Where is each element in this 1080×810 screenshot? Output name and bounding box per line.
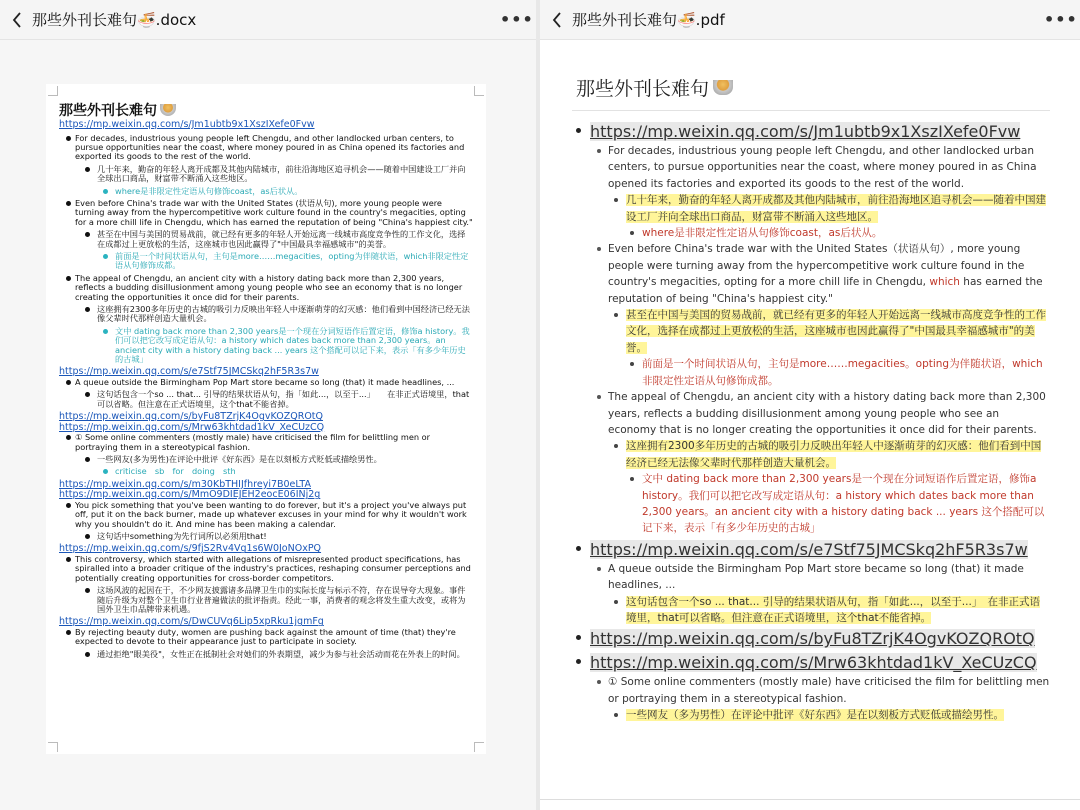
back-button[interactable] bbox=[548, 8, 566, 32]
noodle-bowl-icon bbox=[160, 104, 176, 116]
doc-translation: 这句话中something为先行词所以必须用that! bbox=[59, 532, 473, 541]
docx-filename: 那些外刊长难句🍜.docx bbox=[32, 11, 197, 29]
doc-translation: 这句话包含一个so ... that... 引导的结果状语从句，指「如此...，以至于...」 在非正式语境里，that可以省略。但注意在正式语境里，这个that不能省掉。 bbox=[59, 390, 473, 409]
doc-link[interactable]: https://mp.weixin.qq.com/s/Jm1ubtb9x1XszIXefe0Fvw bbox=[59, 119, 315, 130]
doc-paragraph: A queue outside the Birmingham Pop Mart store became so long (that) it made headlines, ... bbox=[572, 561, 1050, 594]
chevron-left-icon bbox=[12, 12, 22, 28]
doc-translation: 几十年来，勤奋的年轻人离开成都及其他内陆城市，前往沿海地区追寻机会——随着中国建设工厂并向全球出口商品，财富带不断涌入这些地区。 bbox=[572, 192, 1050, 225]
doc-translation: 一些网友(多为男性)在评论中批评《好东西》是在以刻板方式贬低或描绘男性。 bbox=[59, 455, 473, 464]
link-item bbox=[572, 539, 1050, 561]
doc-link[interactable]: https://mp.weixin.qq.com/s/e7Stf75JMCSkq2hF5R3s7w bbox=[590, 539, 1028, 559]
page-bottom-edge bbox=[540, 799, 1080, 800]
doc-translation: 通过拒绝"眼美役"，女性正在抵制社会对她们的外表期望，减少为参与社会活动而花在外表上的时间。 bbox=[59, 650, 473, 659]
doc-translation: 这座拥有2300多年历史的古城的吸引力反映出年轻人中逐渐萌芽的幻灭感：他们看到中国经济已经无法像父辈时代那样创造大量机会。 bbox=[59, 305, 473, 324]
doc-link[interactable]: https://mp.weixin.qq.com/s/byFu8TZrjK4OgvKOZQROtQ bbox=[59, 411, 324, 423]
doc-link[interactable]: https://mp.weixin.qq.com/s/e7Stf75JMCSkq2hF5R3s7w bbox=[59, 366, 319, 378]
docx-header bbox=[0, 0, 536, 40]
more-options-icon[interactable]: ••• bbox=[1044, 10, 1078, 29]
doc-paragraph: Even before China's trade war with the United States（状语从句）, more young people were turning away from the hypercompetitive work culture found in the country's megacities, opting for a more chill life in Chengdu, which has earned the reputation of being "China's happiest city." bbox=[572, 241, 1050, 307]
pdf-filename: 那些外刊长难句🍜.pdf bbox=[572, 11, 725, 29]
doc-link[interactable]: https://mp.weixin.qq.com/s/Mrw63khtdad1kV_XeCUzCQ bbox=[590, 653, 1037, 673]
docx-page[interactable] bbox=[46, 84, 486, 754]
doc-link[interactable]: https://mp.weixin.qq.com/s/m30KbTHIJfhreyi7B0eLTA bbox=[59, 478, 311, 490]
pdf-viewer bbox=[540, 0, 1080, 810]
pdf-page[interactable] bbox=[572, 48, 1050, 808]
doc-title: 那些外刊长难句 bbox=[59, 100, 473, 120]
doc-paragraph: A queue outside the Birmingham Pop Mart store became so long (that) it made headlines, ... bbox=[59, 378, 473, 387]
doc-link[interactable]: https://mp.weixin.qq.com/s/DwCUVq6Lip5xpRku1jgmFg bbox=[59, 616, 324, 628]
doc-paragraph: ① Some online commenters (mostly male) have criticised the film for belittling men or portraying them in a stereotypical fashion. bbox=[572, 674, 1050, 707]
doc-translation: 甚至在中国与美国的贸易战前，就已经有更多的年轻人开始远离一线城市高度竞争性的工作文化，选择在成都过上更放松的生活，这座城市也因此赢得了"中国最具幸福感城市"的美誉。 bbox=[572, 307, 1050, 356]
doc-translation: 这场风波的起因在于，不少网友披露诸多品牌卫生巾的实际长度与标示不符，存在误导夸大现象。事件随后升级为对整个卫生巾行业普遍做法的批评指责。经此一事，消费者的观念将发生重大改变，或将为国外卫生巾品牌带来机遇。 bbox=[59, 586, 473, 614]
doc-paragraph: For decades, industrious young people left Chengdu, and other landlocked urban centers, to pursue opportunities near the coast, where money poured in as China opened its factories and exported its goods to the rest of the world. bbox=[59, 134, 473, 162]
link-item bbox=[572, 121, 1050, 143]
doc-note: criticise sb for doing sth bbox=[59, 467, 473, 476]
doc-link[interactable]: https://mp.weixin.qq.com/s/MmO9DIEJEH2eocE06INj2g bbox=[59, 489, 321, 501]
doc-link[interactable]: https://mp.weixin.qq.com/s/byFu8TZrjK4OgvKOZQROtQ bbox=[590, 629, 1035, 649]
doc-translation: 几十年来，勤奋的年轻人离开成都及其他内陆城市，前往沿海地区追寻机会——随着中国建设工厂并向全球出口商品，财富带不断涌入这些地区。 bbox=[59, 165, 473, 184]
doc-note: 文中 dating back more than 2,300 years是一个现在分词短语作后置定语，修饰a history。我们可以把它改写成定语从句：a history which dates back more than 2,300 years。an ancient city with a history dating back ... years 这个搭配可以记下来，表示「有多少年历史的古城」 bbox=[572, 471, 1050, 537]
doc-note: 前面是一个时间状语从句，主句是more……megacities，opting为伴随状语，which非限定性定语从句修饰成都。 bbox=[59, 252, 473, 271]
doc-paragraph: The appeal of Chengdu, an ancient city with a history dating back more than 2,300 years, reflects a budding disillusionment among young people who see an economy that is no longer creating the opportunities it once did for their parents. bbox=[572, 389, 1050, 438]
doc-paragraph: The appeal of Chengdu, an ancient city with a history dating back more than 2,300 years, reflects a budding disillusionment among young people who see an economy that is no longer creating the opportunities it once did for their parents. bbox=[59, 274, 473, 302]
pdf-header bbox=[540, 0, 1080, 40]
doc-note: where是非限定性定语从句修饰coast，as后状从。 bbox=[59, 187, 473, 196]
title-divider bbox=[572, 110, 1050, 111]
doc-paragraph: ① Some online commenters (mostly male) have criticised the film for belittling men or portraying them in a stereotypical fashion. bbox=[59, 433, 473, 452]
doc-link[interactable]: https://mp.weixin.qq.com/s/9fjS2Rv4Vg1s6W0JoNOxPQ bbox=[59, 543, 322, 555]
back-button[interactable] bbox=[8, 8, 26, 32]
docx-viewer bbox=[0, 0, 536, 810]
more-options-icon[interactable]: ••• bbox=[500, 10, 534, 29]
doc-note: 前面是一个时间状语从句，主句是more……megacities。opting为伴随状语，which非限定性定语从句修饰成都。 bbox=[572, 356, 1050, 389]
noodle-bowl-icon bbox=[713, 80, 733, 95]
doc-note: 文中 dating back more than 2,300 years是一个现在分词短语作后置定语，修饰a history。我们可以把它改写成定语从句：a history which dates back more than 2,300 years。an ancient city with a history dating back ... years 这个搭配可以记下来，表示「有多少年历史的古城」 bbox=[59, 327, 473, 365]
link-item bbox=[572, 628, 1050, 650]
doc-translation: 这句话包含一个so ... that... 引导的结果状语从句，指「如此...，以至于...」 在非正式语境里，that可以省略。但注意在正式语境里，这个that不能省掉。 bbox=[572, 594, 1050, 627]
doc-note: where是非限定性定语从句修饰coast，as后状从。 bbox=[572, 225, 1050, 241]
doc-paragraph: By rejecting beauty duty, women are pushing back against the amount of time (that) they're expected to devote to their appearance just to participate in society. bbox=[59, 628, 473, 647]
link-item bbox=[572, 652, 1050, 674]
doc-paragraph: Even before China's trade war with the United States (状语从句), more young people were turning away from the hypercompetitive work culture found in the country's megacities, opting for a more chill life in Chengdu, which has earned the reputation of being "China's happiest city." bbox=[59, 199, 473, 227]
doc-paragraph: You pick something that you've been wanting to do forever, but it's a project you've always put off, put it on the back burner, made up whatever excuses in your mind for why it wouldn't work why you shouldn't do it. And mine has been making a calendar. bbox=[59, 501, 473, 529]
doc-link[interactable]: https://mp.weixin.qq.com/s/Mrw63khtdad1kV_XeCUzCQ bbox=[59, 421, 325, 433]
doc-translation: 这座拥有2300多年历史的古城的吸引力反映出年轻人中逐渐萌芽的幻灭感：他们看到中国经济已经无法像父辈时代那样创造大量机会。 bbox=[572, 438, 1050, 471]
doc-title: 那些外刊长难句 bbox=[572, 48, 1050, 106]
doc-paragraph: For decades, industrious young people left Chengdu, and other landlocked urban centers, to pursue opportunities near the coast, where money poured in as China opened its factories and exported its goods to the rest of the world. bbox=[572, 143, 1050, 192]
chevron-left-icon bbox=[552, 12, 562, 28]
doc-link[interactable]: https://mp.weixin.qq.com/s/Jm1ubtb9x1XszIXefe0Fvw bbox=[590, 122, 1021, 141]
doc-translation: 甚至在中国与美国的贸易战前，就已经有更多的年轻人开始远离一线城市高度竞争性的工作文化，选择在成都过上更放松的生活，这座城市也因此赢得了"中国最具幸福感城市"的美誉。 bbox=[59, 230, 473, 249]
doc-paragraph: This controversy, which started with allegations of misrepresented product specifications, has spiralled into a broader critique of the industry's practices, reshaping consumer perceptions and potentially creating opportunities for cross-border competitors. bbox=[59, 555, 473, 583]
doc-translation: 一些网友（多为男性）在评论中批评《好东西》是在以刻板方式贬低或描绘男性。 bbox=[572, 707, 1050, 723]
